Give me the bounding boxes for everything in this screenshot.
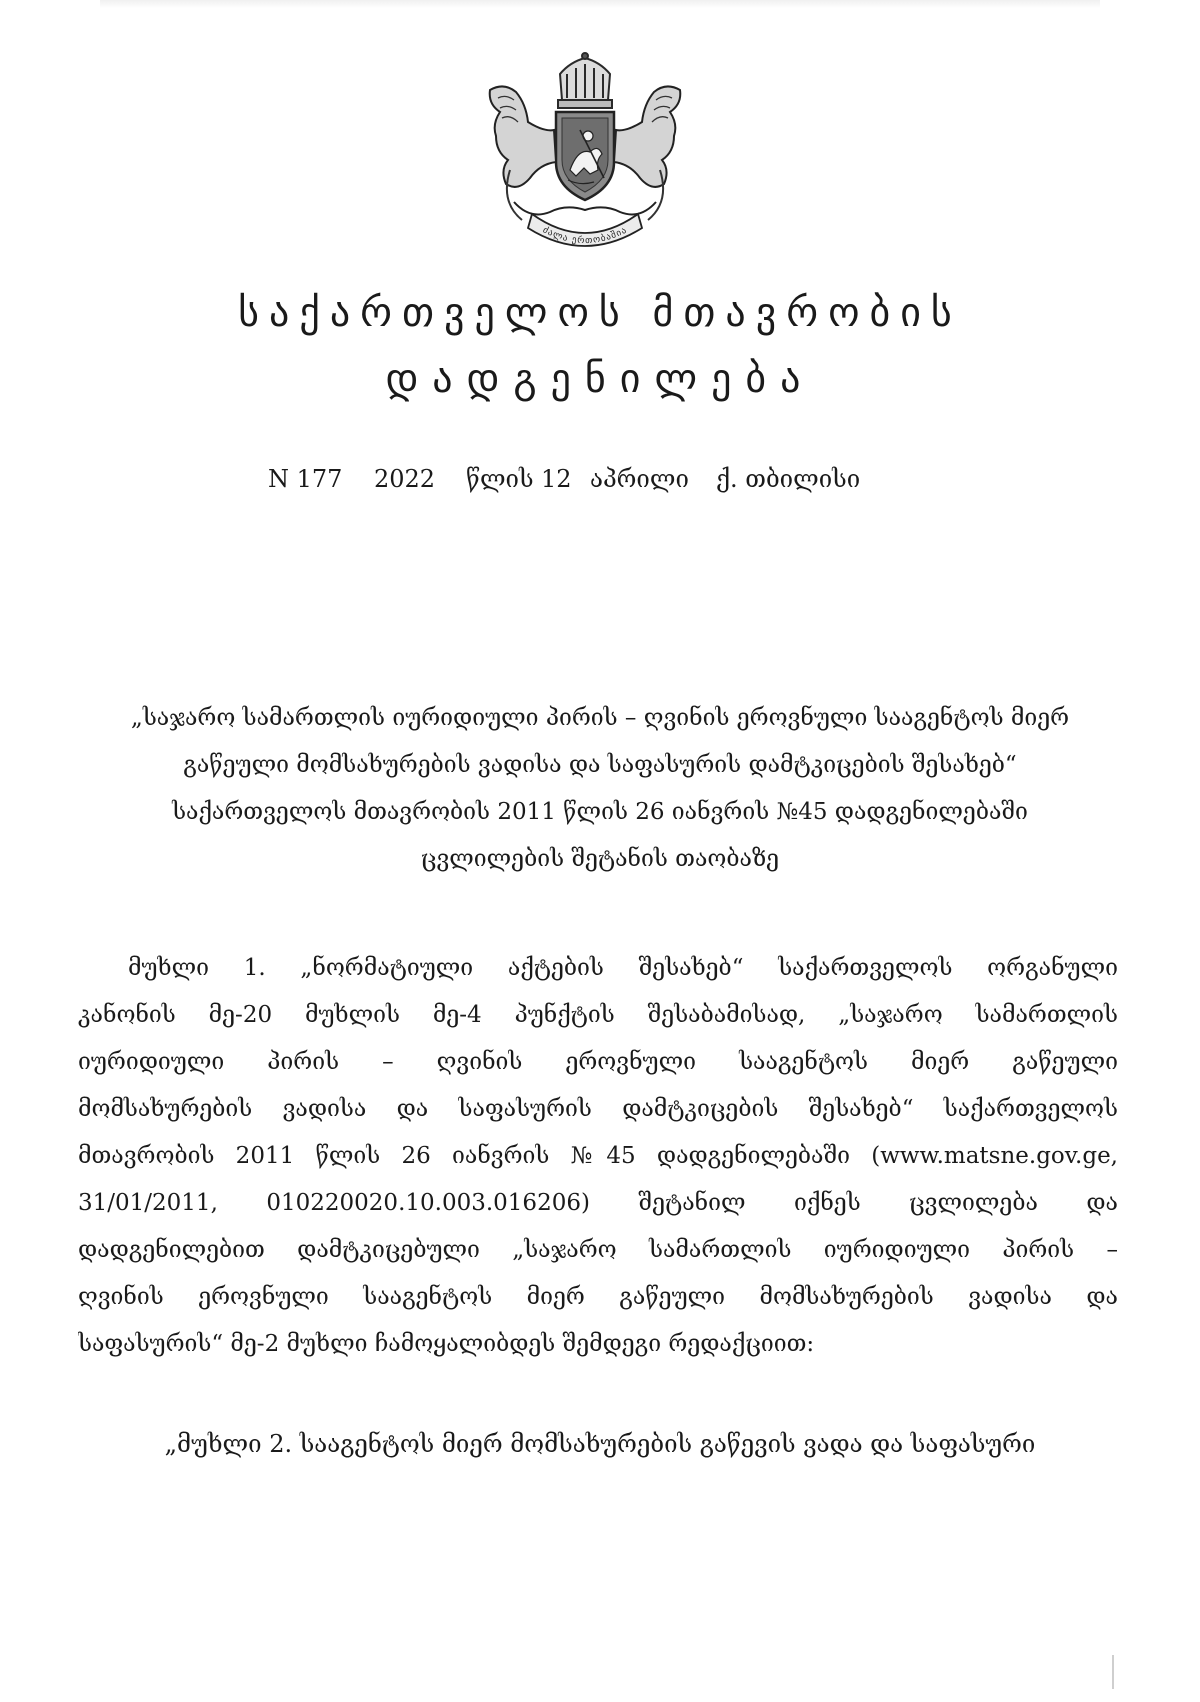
scan-artifact <box>100 0 1100 8</box>
article-line: კანონის მე-20 მუხლის მე-4 პუნქტის შესაბამისად, „საჯარო სამართლის <box>78 1002 1118 1028</box>
article-line: მომსახურების ვადისა და საფასურის დამტკიცების შესახებ“ საქართველოს <box>78 1096 1118 1122</box>
document-title-line2: დადგენილება <box>385 356 815 402</box>
article-line: მთავრობის 2011 წლის 26 იანვრის №45 დადგენილებაში (www.matsne.gov.ge, <box>78 1143 1118 1169</box>
decree-city: ქ. თბილისი <box>716 465 861 493</box>
article-line: 31/01/2011, 010220020.10.003.016206) შეტანილ იქნეს ცვლილება და <box>78 1190 1118 1216</box>
scan-artifact <box>1112 1655 1114 1689</box>
decree-month: აპრილი <box>590 465 689 493</box>
article-line: ღვინის ეროვნული სააგენტოს მიერ გაწეული მომსახურების ვადისა და <box>78 1284 1118 1310</box>
decree-day: 12 <box>541 465 572 493</box>
subject-line: „საჯარო სამართლის იურიდიული პირის – ღვინის ეროვნული სააგენტოს მიერ <box>130 705 1070 731</box>
decree-year: 2022 <box>374 465 436 493</box>
subject-line: საქართველოს მთავრობის 2011 წლის 26 იანვრის №45 დადგენილებაში <box>172 799 1028 825</box>
document-title-line1: საქართველოს მთავრობის <box>238 290 962 336</box>
article-2-heading: „მუხლი 2. სააგენტოს მიერ მომსახურების გაწევის ვადა და საფასური <box>164 1430 1036 1458</box>
georgia-coat-of-arms-icon <box>470 52 700 252</box>
decree-year-word: წლის <box>466 465 534 493</box>
decree-metadata <box>0 465 1200 501</box>
article-line: საფასურის“ მე-2 მუხლი ჩამოყალიბდეს შემდეგი რედაქციით: <box>78 1331 815 1357</box>
emblem-motto: ძალა ერთობაშია <box>540 225 630 247</box>
article-1-paragraph <box>78 945 1118 1368</box>
decree-number: N 177 <box>268 465 343 493</box>
article-line: დადგენილებით დამტკიცებული „საჯარო სამართლის იურიდიული პირის – <box>78 1237 1118 1263</box>
decree-subject <box>60 695 1140 883</box>
article-line: მუხლი 1. „ნორმატიული აქტების შესახებ“ საქართველოს ორგანული <box>128 955 1118 981</box>
article-line: იურიდიული პირის – ღვინის ეროვნული სააგენტოს მიერ გაწეული <box>78 1049 1118 1075</box>
subject-line: გაწეული მომსახურების ვადისა და საფასურის დამტკიცების შესახებ“ <box>183 752 1017 778</box>
subject-line: ცვლილების შეტანის თაობაზე <box>420 846 780 872</box>
